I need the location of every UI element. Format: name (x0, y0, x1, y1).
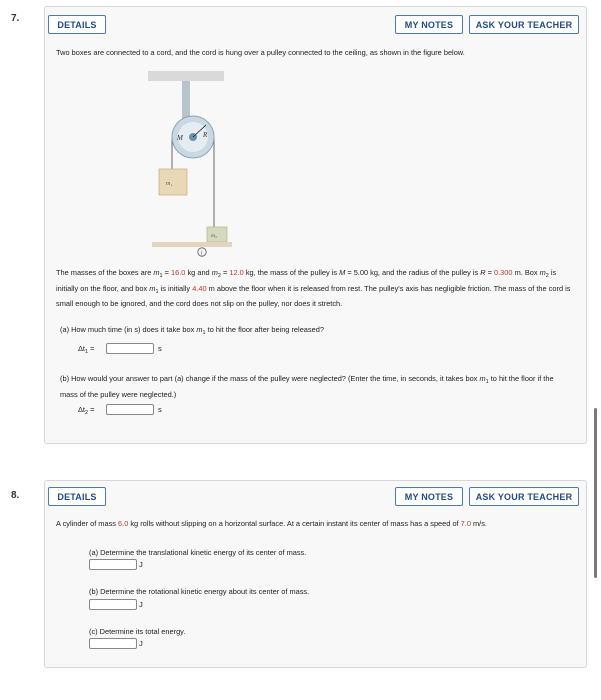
box-m2 (207, 227, 227, 242)
pulley-radius-label: R (203, 131, 208, 139)
part-c-question: (c) Determine its total energy. (89, 627, 186, 636)
ask-your-teacher-button[interactable]: ASK YOUR TEACHER (469, 15, 579, 34)
ask-your-teacher-button[interactable]: ASK YOUR TEACHER (469, 487, 579, 506)
value-m2: 12.0 (229, 268, 244, 277)
part-a-answer-label: $\Delta t_1$ = (78, 344, 95, 355)
value-m1: 16.0 (171, 268, 186, 277)
pulley-figure (100, 67, 280, 252)
part-a-question: (a) Determine the translational kinetic energy of its center of mass. (89, 548, 307, 557)
question-intro: Two boxes are connected to a cord, and the cord is hung over a pulley connected to the ceiling, as shown in the figure below. (56, 48, 465, 57)
part-a-question: (a) How much time (in s) does it take box $m_1$ to hit the floor after being released? (60, 325, 324, 336)
part-b-unit: J (139, 600, 143, 609)
problem-statement: A cylinder of mass 6.0 kg rolls without slipping on a horizontal surface. At a certain instant its center of mass has a speed of 7.0 m/s. (56, 519, 487, 528)
question-8-panel (44, 480, 587, 668)
part-b-question: (b) How would your answer to part (a) change if the mass of the pulley were neglected? (Enter the time, in seconds, it takes box $m_1$ to hit the floor if the mass of the pulley were neglected.) (60, 374, 554, 399)
floor (152, 242, 232, 247)
question-number: 7. (11, 13, 20, 24)
pulley-mass-label: M (177, 134, 183, 142)
part-b-answer-label: $\Delta t_2$ = (78, 405, 95, 416)
svg-text:i: i (200, 250, 203, 257)
value-mass: 6.0 (118, 519, 129, 528)
details-button[interactable]: DETAILS (48, 15, 106, 34)
part-a-unit: J (139, 560, 143, 569)
my-notes-button[interactable]: MY NOTES (395, 487, 463, 506)
box-m1 (159, 169, 187, 195)
value-speed: 7.0 (460, 519, 471, 528)
part-c-unit: J (139, 639, 143, 648)
part-b-question: (b) Determine the rotational kinetic energy about its center of mass. (89, 587, 310, 596)
my-notes-button[interactable]: MY NOTES (395, 15, 463, 34)
part-b-answer-input[interactable] (106, 404, 154, 415)
info-icon[interactable] (197, 247, 207, 257)
box-m1-label: m₁ (166, 181, 173, 187)
part-a-unit: s (158, 344, 162, 353)
part-b-unit: s (158, 405, 162, 414)
value-height: 4.40 (192, 283, 207, 293)
details-button[interactable]: DETAILS (48, 487, 106, 506)
question-number: 8. (11, 490, 20, 501)
problem-statement: The masses of the boxes are $m_1 = 16.0$ kg and $m_2 = 12.0$ kg, the mass of the pulley is M = 5.00 kg, and the radius of the pulley is R = 0.300 m. Box $m_2$ is initially on the floor, and box $m_1$ is initially 4.40 m above the floor when it is released from rest. The pulley's axis has negligible friction. The mass of the cord is small enough to be ignored, and the cord does not slip on the pulley, nor does it stretch. (56, 268, 571, 308)
part-c-answer-input[interactable] (89, 638, 137, 649)
box-m2-label: m₂ (211, 233, 217, 239)
part-a-answer-input[interactable] (106, 343, 154, 354)
scrollbar[interactable] (594, 408, 597, 578)
part-b-answer-input[interactable] (89, 599, 137, 610)
value-radius: 0.300 (494, 268, 513, 277)
part-a-answer-input[interactable] (89, 559, 137, 570)
ceiling (148, 71, 224, 81)
question-7-panel (44, 6, 587, 444)
